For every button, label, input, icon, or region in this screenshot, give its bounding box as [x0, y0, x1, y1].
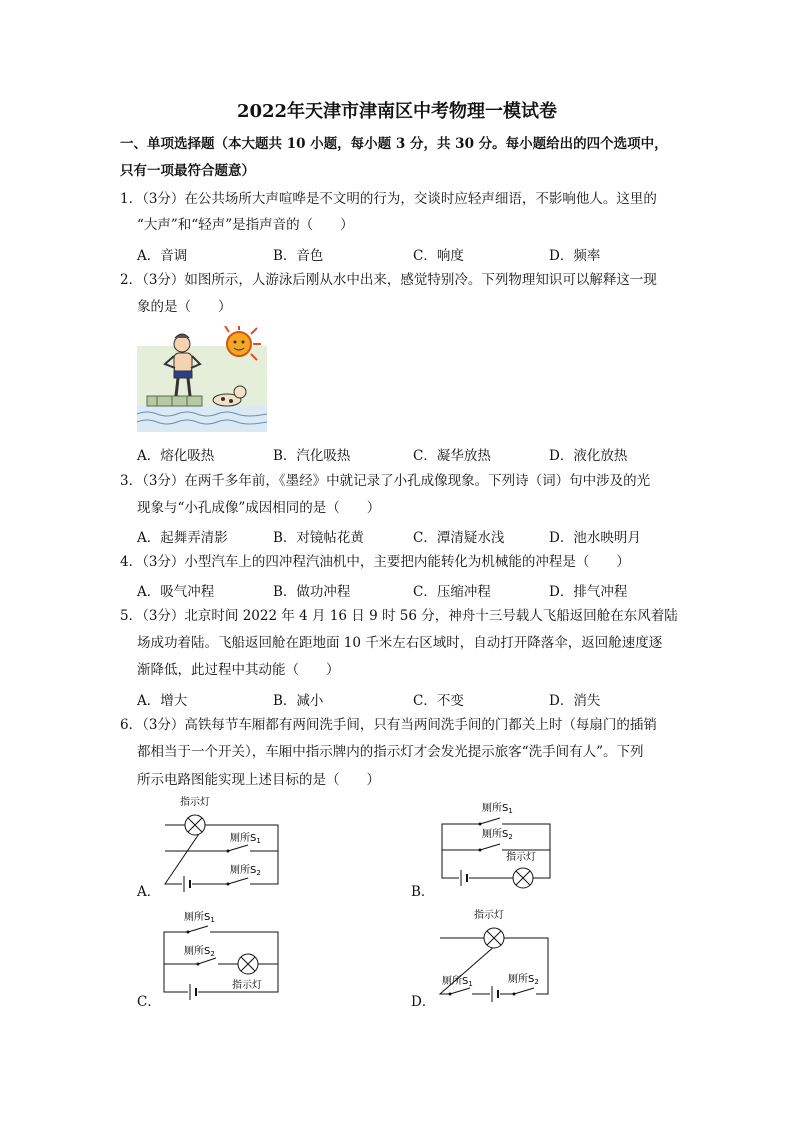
svg-text:指示灯: 指示灯 [506, 852, 536, 863]
circuit-diagram-d [436, 906, 554, 1006]
circuit-diagram-b [438, 798, 556, 894]
question-3-option-d[interactable]: D．池水映明月 [549, 530, 641, 546]
question-4-line1: 4．（3分）小型汽车上的四冲程汽油机中，主要把内能转化为机械能的冲程是（ ） [120, 554, 630, 570]
section-heading-line2: 只有一项最符合题意） [120, 163, 255, 179]
question-6-option-d[interactable]: D． [411, 994, 436, 1010]
question-5-option-c[interactable]: C．不变 [413, 693, 464, 709]
question-2-option-a[interactable]: A．熔化吸热 [137, 448, 215, 464]
question-1-option-b[interactable]: B．音色 [273, 248, 324, 264]
question-4-option-b[interactable]: B．做功冲程 [273, 584, 351, 600]
question-1-option-d[interactable]: D．频率 [549, 248, 601, 264]
question-2-option-d[interactable]: D．液化放热 [549, 448, 628, 464]
question-3-option-a[interactable]: A．起舞弄清影 [137, 530, 228, 546]
question-6-line2: 都相当于一个开关），车厢中指示牌内的指示灯才会发光提示旅客“洗手间有人”。下列 [137, 744, 644, 760]
question-3-option-c[interactable]: C．潭清疑水浅 [413, 530, 505, 546]
question-6-line3: 所示电路图能实现上述目标的是（ ） [137, 772, 380, 788]
question-3-line2: 现象与“小孔成像”成因相同的是（ ） [137, 500, 381, 516]
svg-text:厕所S2: 厕所$S_2$ [482, 829, 513, 841]
section-heading-line1: 一、单项选择题（本大题共 10 小题，每小题 3 分，共 30 分。每小题给出的四个选项中， [120, 136, 668, 152]
question-6-option-c[interactable]: C． [137, 994, 161, 1010]
svg-text:厕所S2: 厕所$S_2$ [230, 865, 261, 877]
question-1-option-c[interactable]: C．响度 [413, 248, 464, 264]
circuit-diagram-c [160, 908, 290, 1004]
lamp-label: 指示灯 [180, 797, 210, 808]
question-3-option-b[interactable]: B．对镜帖花黄 [273, 530, 364, 546]
question-5-line2: 场成功着陆。飞船返回舱在距地面 10 千米左右区域时，自动打开降落伞，返回舱速度逐 [137, 635, 663, 651]
question-5-option-a[interactable]: A．增大 [137, 693, 188, 709]
question-4-option-d[interactable]: D．排气冲程 [549, 584, 628, 600]
question-2-line1: 2．（3分）如图所示，人游泳后刚从水中出来，感觉特别冷。下列物理知识可以解释这一现 [120, 272, 657, 288]
question-3-line1: 3．（3分）在两千多年前，《墨经》中就记录了小孔成像现象。下列诗（词）句中涉及的光 [120, 473, 651, 489]
question-6-line1: 6．（3分）高铁每节车厢都有两间洗手间，只有当两间洗手间的门都关上时（每扇门的插销 [120, 717, 657, 733]
question-1-option-a[interactable]: A．音调 [137, 248, 188, 264]
question-5-line3: 渐降低，此过程中其动能（ ） [137, 662, 340, 678]
question-6-option-a[interactable]: A． [137, 884, 161, 900]
swimmer-illustration [137, 326, 267, 432]
svg-text:厕所S1: 厕所$S_1$ [184, 912, 215, 924]
question-1-line1: 1．（3分）在公共场所大声喧哗是不文明的行为，交谈时应轻声细语，不影响他人。这里的 [120, 191, 657, 207]
svg-text:厕所S1: 厕所$S_1$ [482, 803, 513, 815]
svg-text:厕所S1: 厕所$S_1$ [230, 833, 261, 845]
lamp-symbol [185, 815, 205, 835]
question-2-line2: 象的是（ ） [137, 299, 232, 315]
svg-text:指示灯: 指示灯 [474, 910, 504, 921]
question-4-option-a[interactable]: A．吸气冲程 [137, 584, 215, 600]
question-1-line2: “大声”和“轻声”是指声音的（ ） [137, 217, 354, 233]
svg-text:厕所S2: 厕所$S_2$ [508, 974, 539, 986]
question-2-option-c[interactable]: C．凝华放热 [413, 448, 491, 464]
question-2-option-b[interactable]: B．汽化吸热 [273, 448, 351, 464]
question-5-option-b[interactable]: B．减小 [273, 693, 324, 709]
svg-text:厕所S2: 厕所$S_2$ [184, 946, 215, 958]
question-6-option-b[interactable]: B． [411, 884, 435, 900]
question-5-option-d[interactable]: D．消失 [549, 693, 601, 709]
question-4-option-c[interactable]: C．压缩冲程 [413, 584, 491, 600]
exam-title: 2022年天津市津南区中考物理一模试卷 [236, 101, 558, 122]
question-5-line1: 5．（3分）北京时间 2022 年 4 月 16 日 9 时 56 分，神舟十三号载人飞船返回舱在东风着陆 [120, 608, 678, 624]
circuit-diagram-a [160, 792, 290, 892]
svg-text:厕所S1: 厕所$S_1$ [442, 976, 473, 988]
svg-text:指示灯: 指示灯 [232, 980, 262, 991]
